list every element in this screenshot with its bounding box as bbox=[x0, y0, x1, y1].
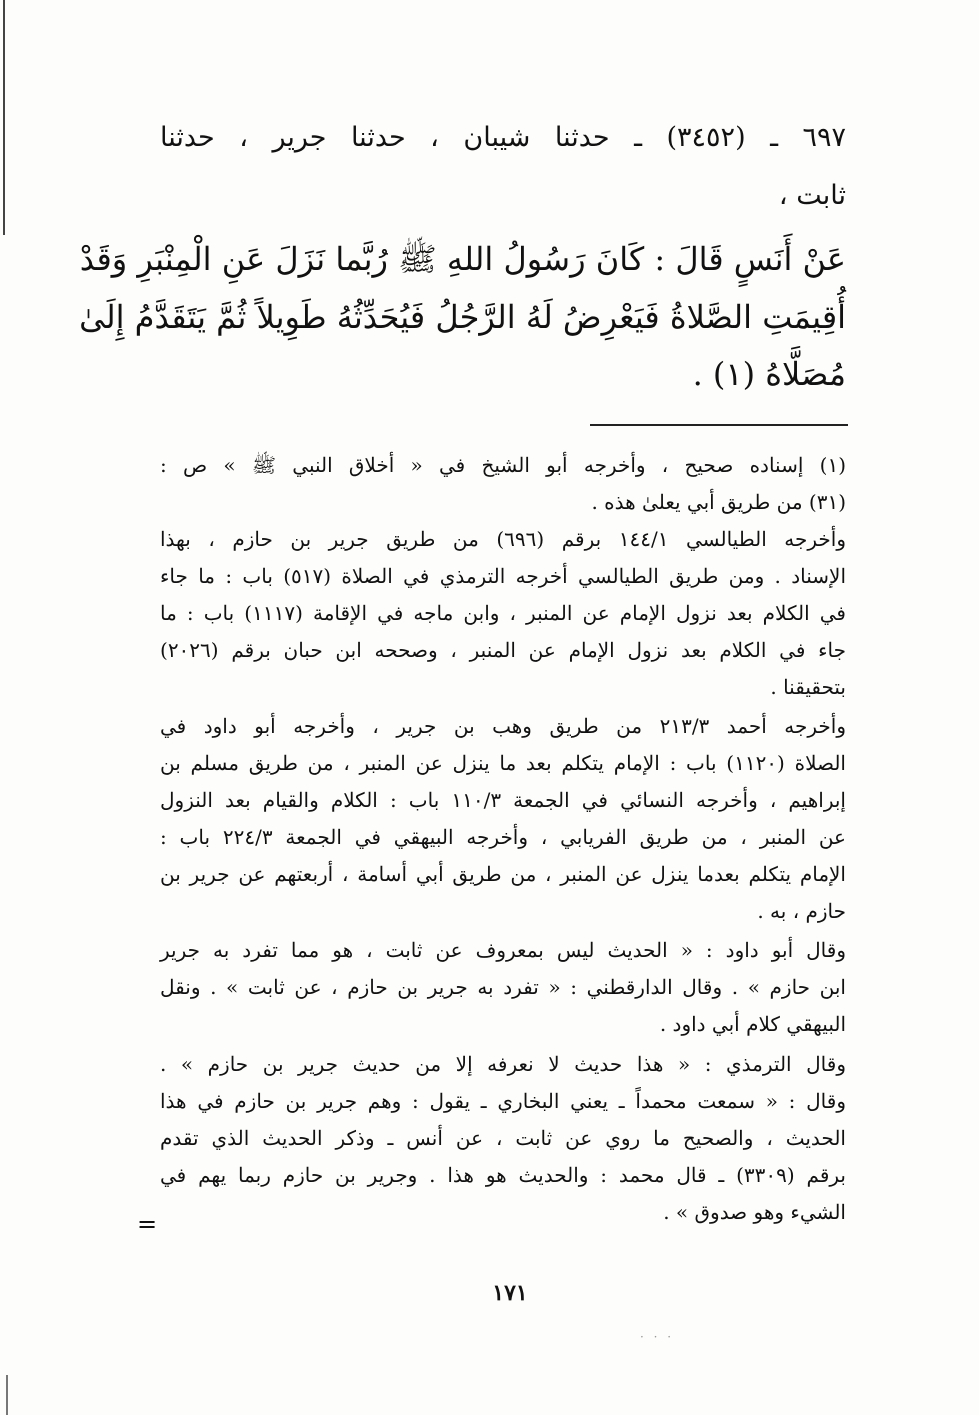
footnote-line: الإسناد . ومن طريق الطيالسي أخرجه الترمذي في الصلاة (٥١٧) باب : ما جاء bbox=[160, 564, 846, 588]
scan-speckle: · · · bbox=[640, 1330, 675, 1344]
footnote-line: الإمام يتكلم بعدما ينزل عن المنبر ، من طريق أبي أسامة ، أربعتهم عن جرير بن bbox=[160, 862, 846, 886]
hadith-text-line-1: عَنْ أَنَسٍ قَالَ : كَانَ رَسُولُ اللهِ ﷺ رُبَّما نَزَلَ عَنِ الْمِنْبَرِ وَقَدْ bbox=[79, 240, 846, 278]
footnote-line: برقم (٣٣٠٩) ـ قال محمد : والحديث هو هذا . وجرير بن حازم ربما يهم في bbox=[160, 1163, 847, 1187]
footnote-line: وأخرجه أحمد ٢١٣/٣ من طريق وهب بن جرير ، وأخرجه أبو داود في bbox=[160, 714, 846, 738]
footnote-line: بتحقيقنا . bbox=[770, 675, 846, 699]
hadith-header-line-2: ثابت ، bbox=[778, 180, 846, 211]
footnote-line: عن المنبر ، من طريق الفريابي ، وأخرجه البيهقي في الجمعة ٢٢٤/٣ باب : bbox=[160, 825, 846, 849]
footnote-line: الحديث ، والصحيح ما روي عن ثابت ، عن أنس ـ وذكر الحديث الذي تقدم bbox=[160, 1126, 846, 1150]
footnote-line: جاء في الكلام بعد نزول الإمام عن المنبر ، وصححه ابن حبان برقم (٢٠٢٦) bbox=[160, 638, 846, 662]
footnote-line: الشيء وهو صدوق » . bbox=[663, 1200, 846, 1224]
footnote-line: في الكلام بعد نزول الإمام عن المنبر ، وابن ماجه في الإقامة (١١١٧) باب : ما bbox=[160, 601, 846, 625]
footnote-line: وقال : « سمعت محمداً ـ يعني البخاري ـ يقول : وهم جرير بن حازم في هذا bbox=[160, 1089, 846, 1113]
continuation-mark: = bbox=[137, 1210, 158, 1238]
footnote-line: وقال أبو داود : « الحديث ليس بمعروف عن ثابت ، هو مما تفرد به جرير bbox=[160, 938, 846, 962]
footnote-line: وقال الترمذي : « هذا حديث لا نعرفه إلا من حديث جرير بن حازم » . bbox=[160, 1052, 846, 1076]
hadith-text-line-3: مُصَلَّاهُ (١) . bbox=[692, 355, 846, 393]
page-number: ١٧١ bbox=[492, 1280, 528, 1306]
footnote-line: ابن حازم » . وقال الدارقطني : « تفرد به جرير بن حازم ، عن ثابت » . ونقل bbox=[160, 975, 846, 999]
footnote-line: إبراهيم ، وأخرجه النسائي في الجمعة ١١٠/٣ باب : الكلام والقيام بعد النزول bbox=[160, 788, 846, 812]
footnote-line: الصلاة (١١٢٠) باب : الإمام يتكلم بعد ما ينزل عن المنبر ، من طريق مسلم بن bbox=[160, 751, 846, 775]
footnote-line: وأخرجه الطيالسي ١٤٤/١ برقم (٦٩٦) من طريق جرير بن حازم ، بهذا bbox=[160, 527, 846, 551]
footnote-line: البيهقي كلام أبي داود . bbox=[659, 1012, 846, 1036]
footnote-line: (٣١) من طريق أبي يعلىٰ هذه . bbox=[591, 490, 846, 514]
footnote-line: (١) إسناده صحيح ، وأخرجه أبو الشيخ في « أخلاق النبي ﷺ » ص : bbox=[160, 453, 846, 477]
hadith-header-line: ٦٩٧ ـ (٣٤٥٢) ـ حدثنا شيبان ، حدثنا جرير ، حدثنا bbox=[160, 122, 847, 153]
footnote-separator bbox=[590, 424, 848, 426]
hadith-text-line-2: أُقِيمَتِ الصَّلاةُ فَيَعْرِضُ لَهُ الرَّجُلُ فَيُحَدِّثُهُ طَوِيلاً ثُمَّ يَتَقَدَّمُ إِلَىٰ bbox=[79, 298, 846, 336]
footnote-line: حازم ، به . bbox=[757, 899, 846, 923]
